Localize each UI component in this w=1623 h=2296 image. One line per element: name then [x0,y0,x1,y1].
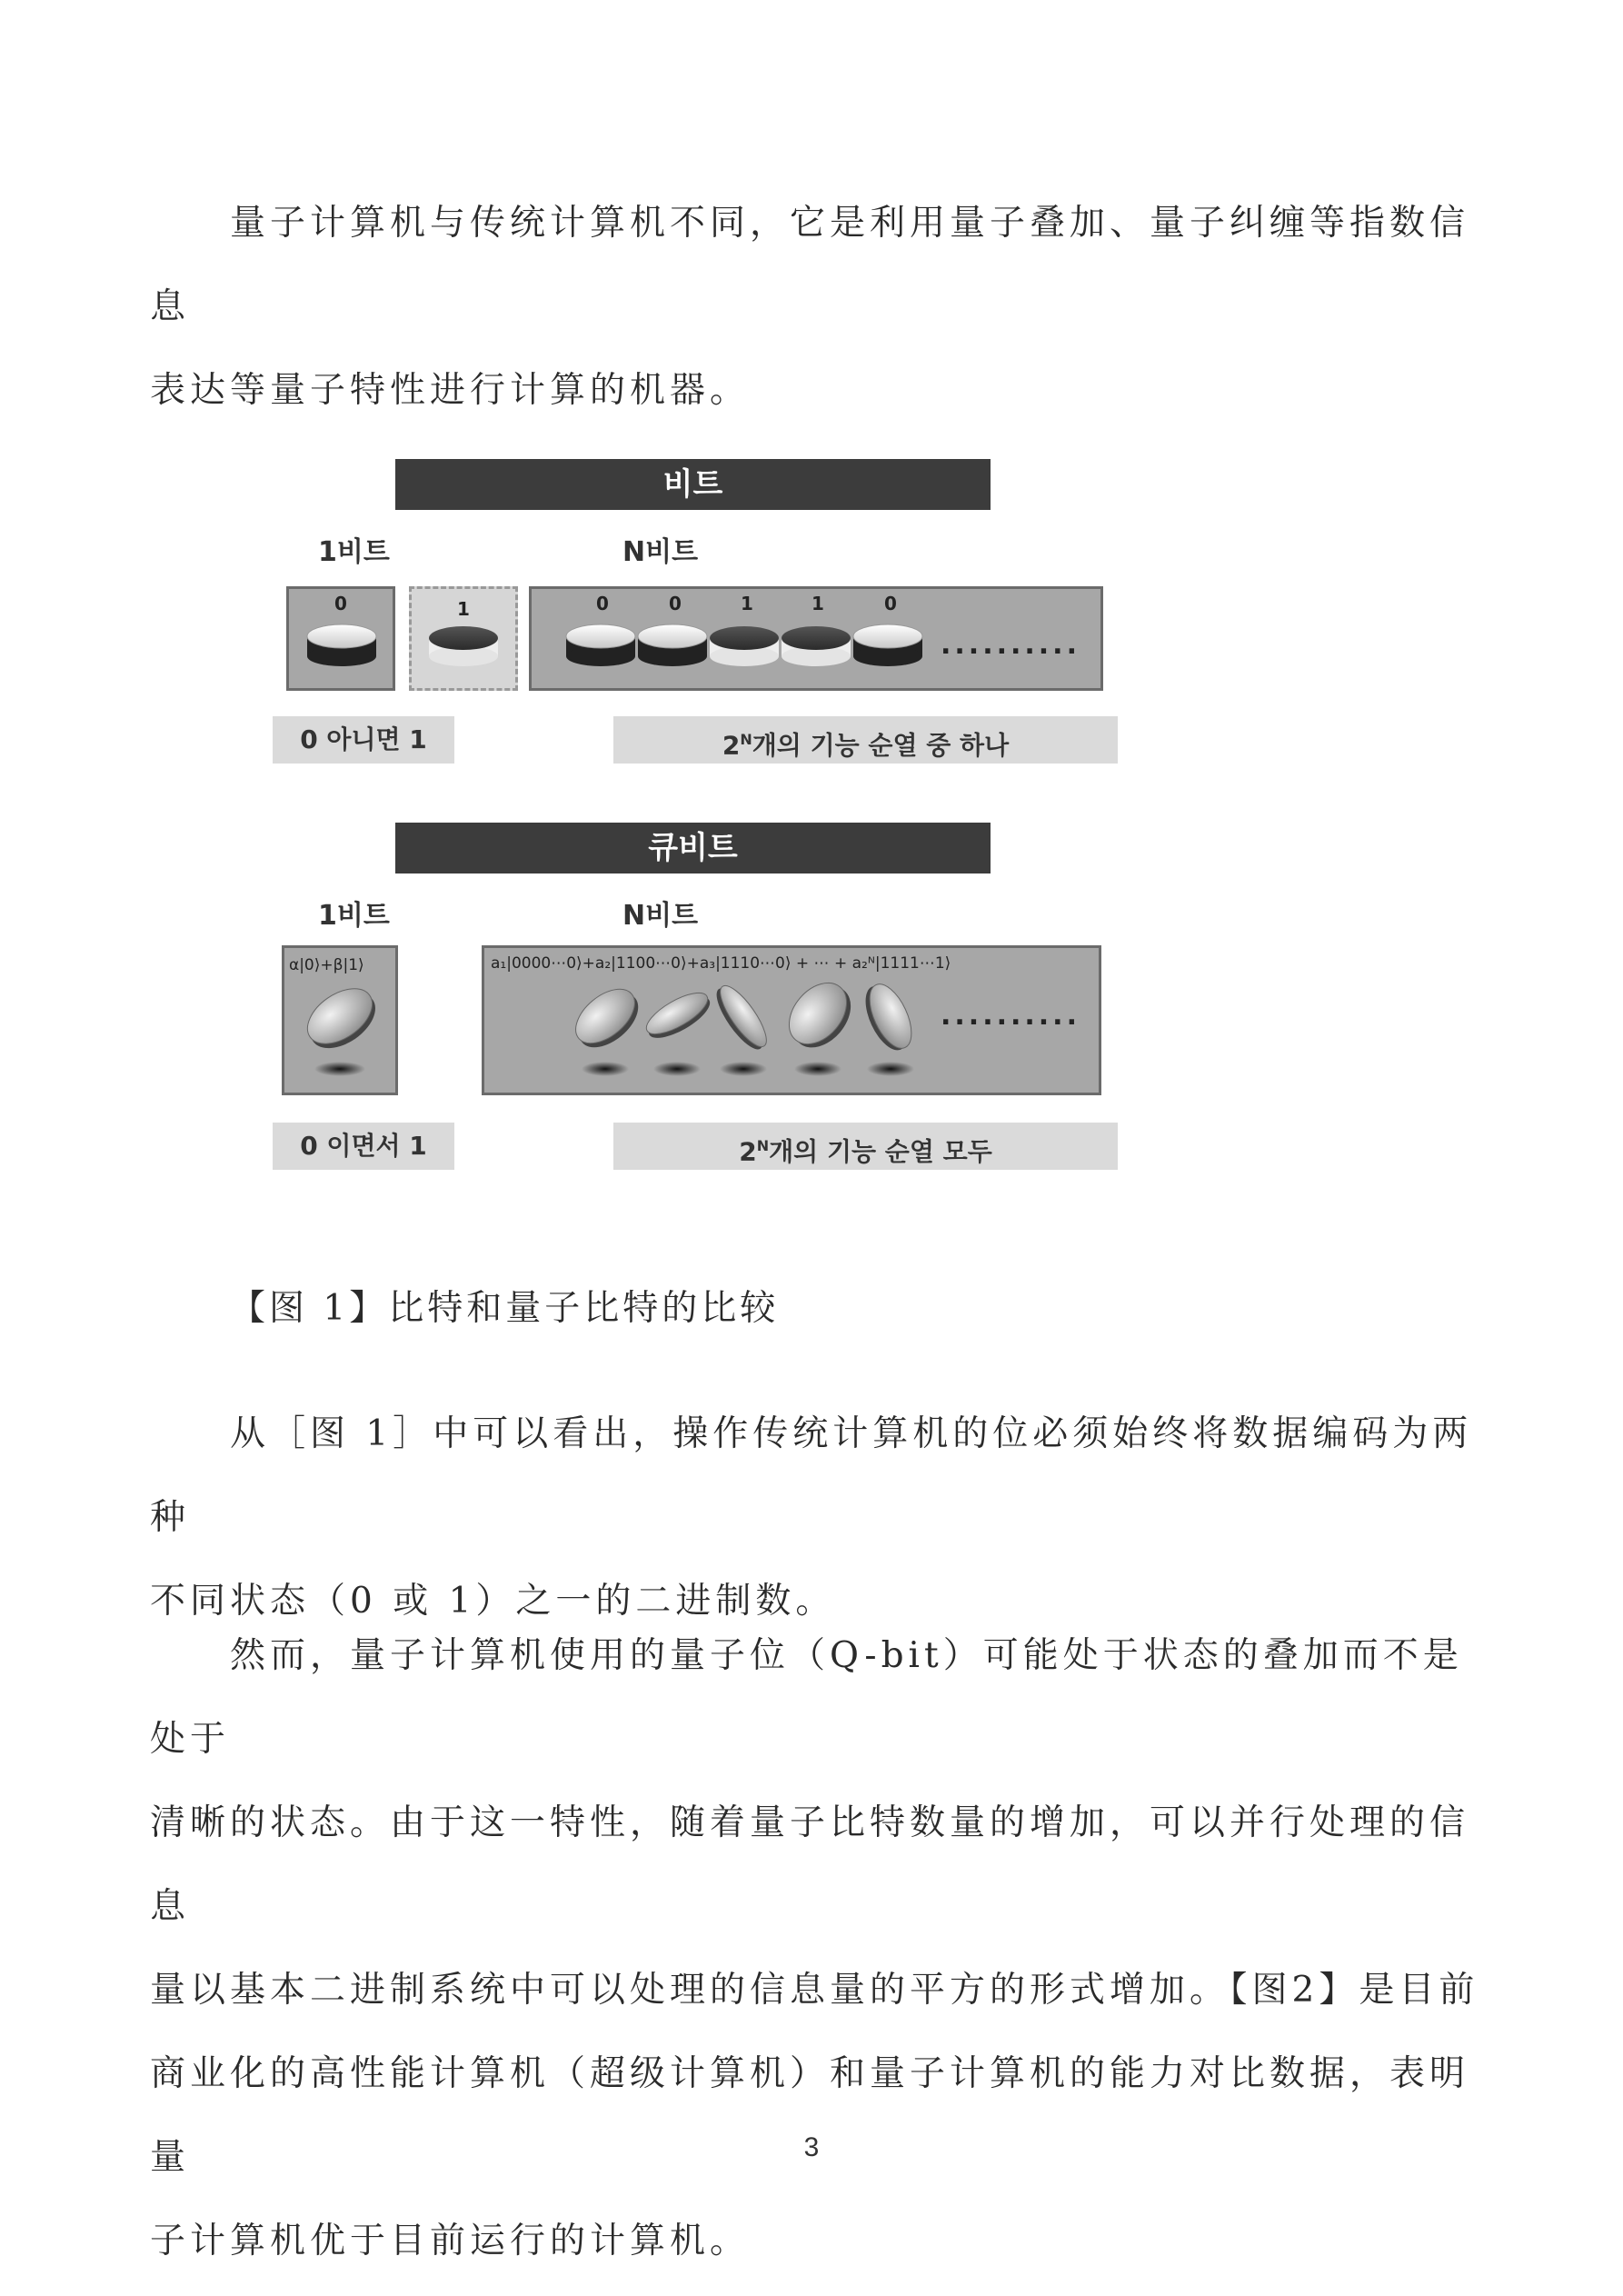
n-qubit-label: N비트 [622,900,699,932]
paragraph-qubit [150,1614,1486,2283]
figure-caption: 【图 1】比特和量子比特的比较 [230,1288,780,1329]
qubit-multi-state: $2^N$개의 기능 순열 모두 [613,1123,1118,1170]
paragraph-line: 量以基本二进制系统中可以处理的信息量的平方的形式增加。【图2】是目前 [150,1970,1479,2011]
bit-digit: 1 [457,598,470,620]
paragraph-line: 量子计算机与传统计算机不同，它是利用量子叠加、量子纠缠等指数信息 [150,203,1470,327]
bit-digit: 0 [596,593,609,614]
qubit-coin [566,979,648,1058]
paragraph-line: 商业化的高性能计算机（超级计算机）和量子计算机的能力对比数据，表明量 [150,2053,1470,2178]
continuation-dots: .......... [941,629,1080,661]
single-qubit-formula: α|0⟩+β|1⟩ [289,956,364,974]
one-bit-label: 1비트 [318,536,390,568]
qubit-coin [857,978,920,1056]
paragraph-line: 表达等量子特性进行计算的机器。 [150,370,751,411]
multi-qubit-formula: a₁|0000⋯0⟩+a₂|1100⋯0⟩+a₃|1110⋯0⟩ + ⋯ + a₂ᴺ|1111⋯1⟩ [491,954,951,973]
paragraph-line: 不同状态（0 或 1）之一的二进制数。 [150,1581,836,1622]
bit-single-state: 0 아니면 1 [273,716,454,764]
page-number: 3 [803,2132,820,2162]
one-qubit-label: 1비트 [318,900,390,932]
paragraph-intro [150,182,1486,433]
bit-qubit-figure [264,454,1127,1182]
bit-digit: 1 [812,593,824,614]
paragraph-line: 子计算机优于目前运行的计算机。 [150,2221,751,2261]
continuation-dots: .......... [941,1000,1080,1032]
n-bit-label: N비트 [622,536,699,568]
qubit-section-title: 큐비트 [395,823,991,873]
paragraph-line: 从［图 1］中可以看出，操作传统计算机的位必须始终将数据编码为两种 [150,1413,1473,1538]
paragraph-line: 清晰的状态。由于这一特性，随着量子比特数量的增加，可以并行处理的信息 [150,1802,1470,1927]
qubit-coin [709,980,773,1055]
paragraph-line: 然而，量子计算机使用的量子位（Q-bit）可能处于状态的叠加而不是处于 [150,1635,1463,1760]
bit-multi-state: $2^N$개의 기능 순열 중 하나 [613,716,1118,764]
bit-digit: 1 [741,593,753,614]
paragraph-figure-explanation [150,1393,1486,1643]
bit-digit: 0 [334,593,347,614]
qubit-single-state: 0 이면서 1 [273,1123,454,1170]
qubit-coin [641,985,715,1046]
qubit-coin [778,972,862,1059]
qubit-coin [297,977,385,1059]
bit-digit: 0 [884,593,897,614]
bit-digit: 0 [669,593,682,614]
qubit-coins-graphic [264,454,1127,1182]
bit-section-title: 비트 [395,459,991,510]
